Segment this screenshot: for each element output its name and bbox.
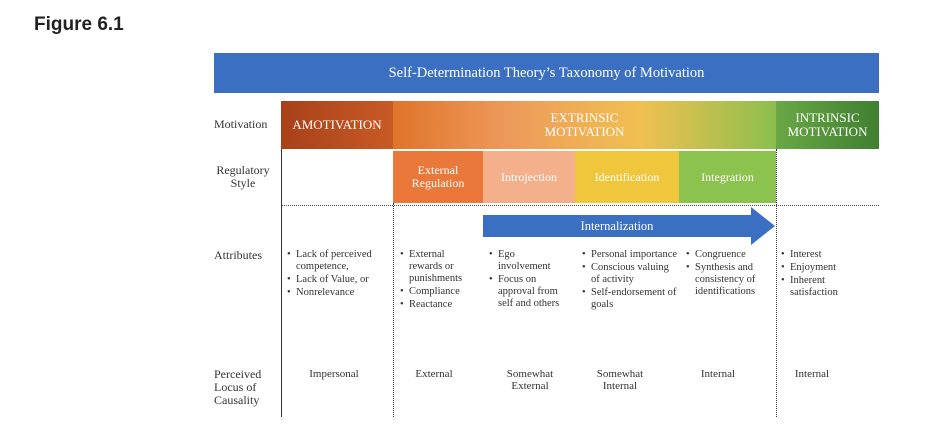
figure-label: Figure 6.1 xyxy=(34,14,124,35)
locus-integration: Internal xyxy=(700,368,736,380)
list-item: • Interest xyxy=(781,249,871,261)
attributes-integration xyxy=(686,249,774,299)
row-label-attributes: Attributes xyxy=(214,248,262,262)
list-item: • Inherent satisfaction xyxy=(781,275,871,299)
style-external-regulation: External Regulation xyxy=(393,151,483,203)
list-item: • Lack of perceived competence, xyxy=(287,249,387,273)
list-item: • Focus on approval from self and others xyxy=(489,274,569,310)
locus-introjection: Somewhat External xyxy=(506,368,554,392)
list-item: • Self-endorsement of goals xyxy=(582,287,678,311)
list-item: • Congruence xyxy=(686,249,774,261)
row-label-locus: Perceived Locus of Causality xyxy=(214,367,262,407)
list-item: • Enjoyment xyxy=(781,262,871,274)
locus-identification: Somewhat Internal xyxy=(596,368,644,392)
row-divider xyxy=(281,205,879,206)
attributes-identification xyxy=(582,249,678,312)
attributes-introjection xyxy=(489,249,569,311)
list-item: • Reactance xyxy=(400,299,480,311)
style-introjection: Introjection xyxy=(483,151,575,203)
style-identification: Identification xyxy=(575,151,679,203)
list-item: • Personal importance xyxy=(582,249,678,261)
row-label-regulatory-style: Regulatory Style xyxy=(216,163,270,190)
list-item: • Nonrelevance xyxy=(287,287,387,299)
column-divider xyxy=(281,149,282,417)
row-label-motivation: Motivation xyxy=(214,117,268,131)
locus-amotivation: Impersonal xyxy=(309,368,359,380)
style-integration: Integration xyxy=(679,151,776,203)
column-divider xyxy=(393,203,394,417)
list-item: • Lack of Value, or xyxy=(287,274,387,286)
extrinsic-header: EXTRINSIC MOTIVATION xyxy=(393,101,776,149)
amotivation-header: AMOTIVATION xyxy=(281,101,393,149)
list-item: • External rewards or punishments xyxy=(400,249,480,285)
list-item: • Compliance xyxy=(400,286,480,298)
intrinsic-header: INTRINSIC MOTIVATION xyxy=(776,101,879,149)
list-item: • Ego involvement xyxy=(489,249,569,273)
attributes-external xyxy=(400,249,480,312)
attributes-intrinsic xyxy=(781,249,871,300)
column-divider xyxy=(776,149,777,417)
locus-external: External xyxy=(415,368,453,380)
attributes-amotivation xyxy=(287,249,387,300)
list-item: • Conscious valuing of activity xyxy=(582,262,678,286)
list-item: • Synthesis and consistency of identifications xyxy=(686,262,774,298)
internalization-label: Internalization xyxy=(580,218,654,233)
diagram-title: Self-Determination Theory’s Taxonomy of Motivation xyxy=(214,53,879,93)
locus-intrinsic: Internal xyxy=(794,368,830,380)
